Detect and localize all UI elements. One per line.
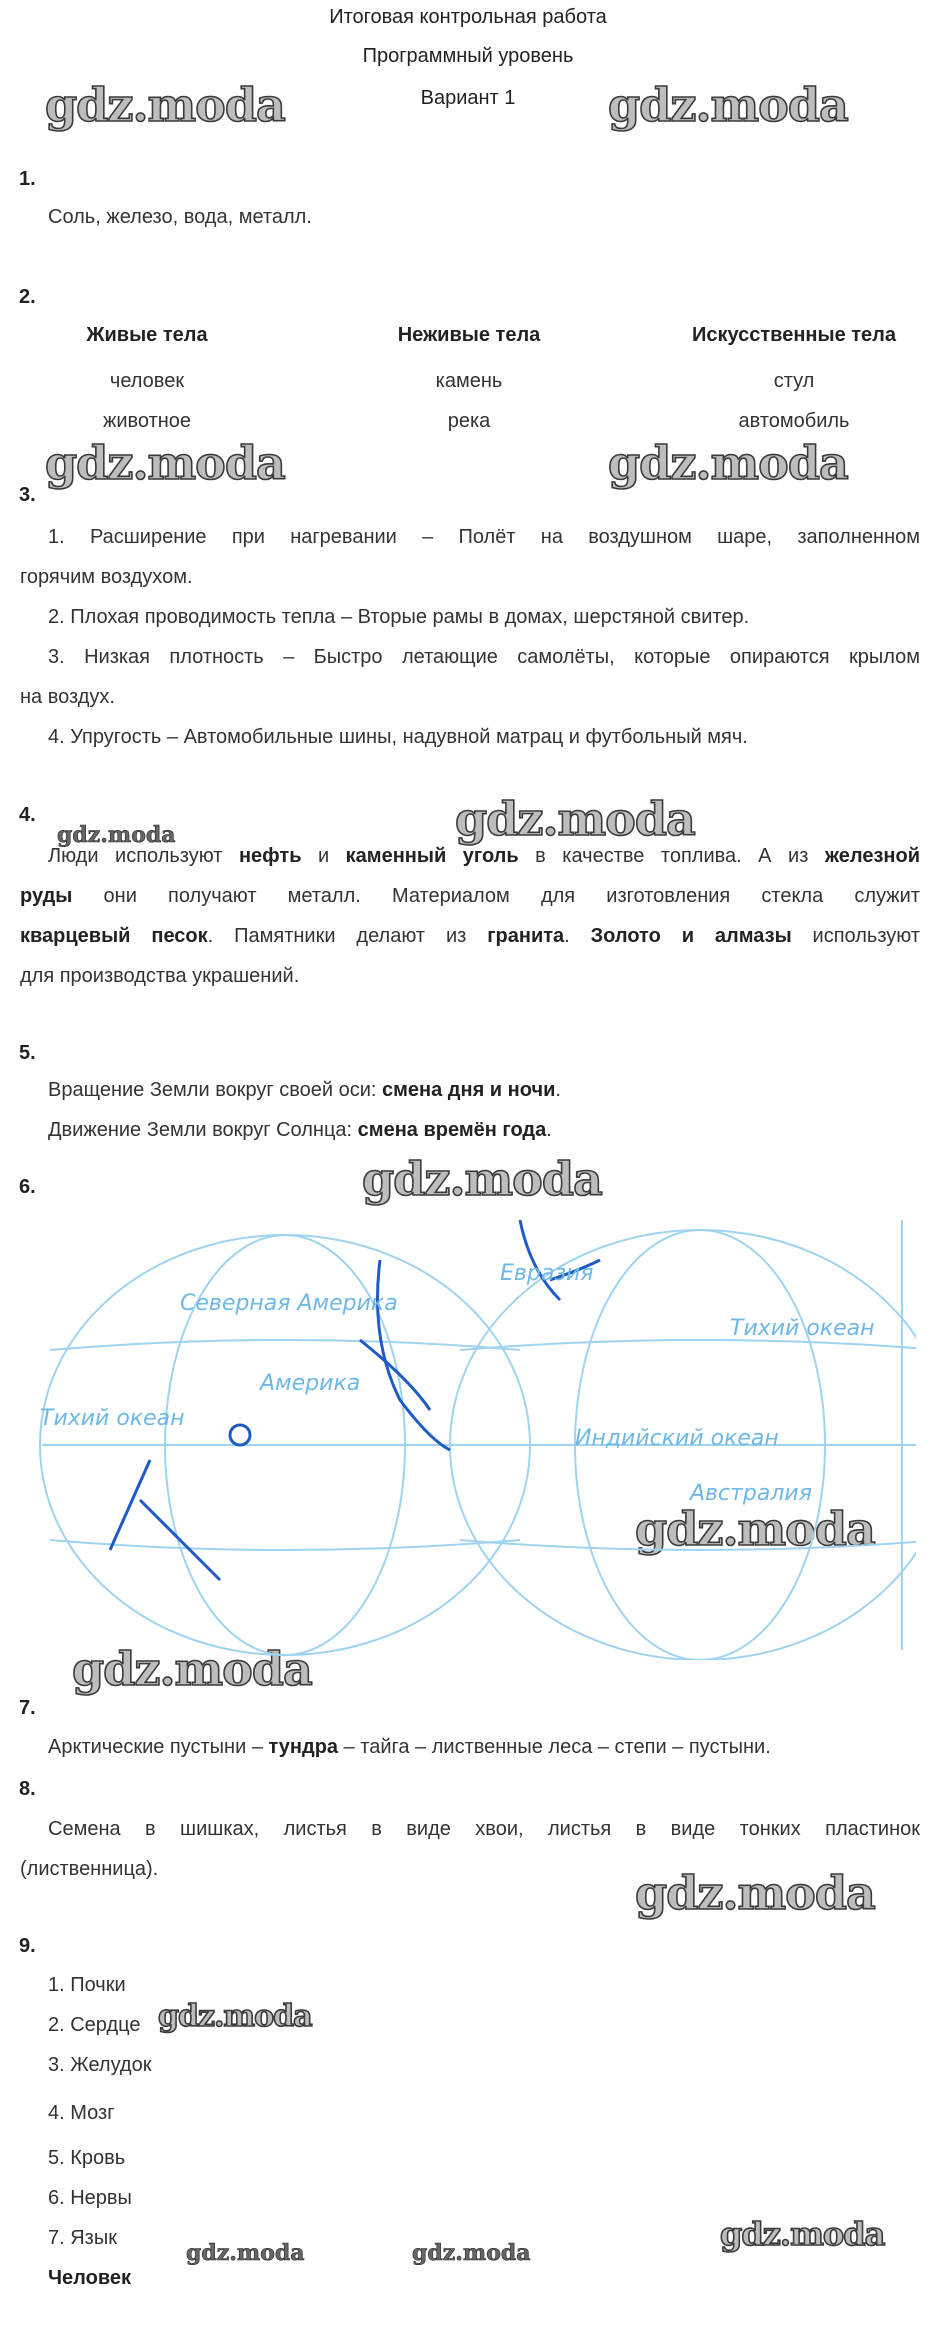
text: они получают металл. Материалом для изготовления стекла служит bbox=[72, 885, 920, 907]
watermark: gdz.moda bbox=[72, 1642, 312, 1696]
watermark: gdz.moda bbox=[186, 2240, 305, 2266]
watermark: gdz.moda bbox=[608, 78, 848, 132]
bold-term: гранита bbox=[487, 925, 565, 947]
answer-list bbox=[20, 517, 920, 757]
answer-text: Соль, железо, вода, металл. bbox=[48, 206, 312, 228]
question-number: 4. bbox=[19, 804, 36, 826]
column-living bbox=[7, 324, 287, 441]
label-pacific: Тихий океан bbox=[40, 1406, 185, 1431]
page-subtitle: Программный уровень bbox=[362, 45, 574, 67]
list-item-continued: на воздух. bbox=[20, 686, 115, 708]
list-item: 1. Расширение при нагревании – Полёт на воздушном шаре, заполненном bbox=[48, 526, 920, 548]
question-number: 2. bbox=[19, 286, 36, 308]
question-number: 8. bbox=[19, 1778, 36, 1800]
text: . bbox=[564, 925, 591, 947]
watermark: gdz.moda bbox=[45, 436, 285, 490]
list-item-continued: горячим воздухом. bbox=[20, 566, 193, 588]
list-item: 6. Нервы bbox=[48, 2187, 132, 2209]
bold-term: нефть bbox=[238, 845, 302, 867]
bold-term: железной bbox=[824, 845, 920, 867]
bold-term: смена времён года bbox=[357, 1119, 547, 1141]
bold-term: руды bbox=[20, 885, 73, 907]
list-item: 2. Плохая проводимость тепла – Вторые рамы в домах, шерстяной свитер. bbox=[48, 606, 750, 628]
list-item: 1. Почки bbox=[48, 1974, 126, 1996]
question-number: 6. bbox=[19, 1176, 36, 1198]
column-title: Неживые тела bbox=[397, 324, 541, 346]
answer-line: Арктические пустыни – тундра – тайга – лиственные леса – степи – пустыни. bbox=[48, 1736, 771, 1758]
label-pacific-right: Тихий океан bbox=[730, 1316, 875, 1341]
column-title: Искусственные тела bbox=[692, 324, 896, 346]
list-item: 5. Кровь bbox=[48, 2147, 126, 2169]
column-item: стул bbox=[773, 370, 815, 392]
watermark: gdz.moda bbox=[635, 1502, 875, 1556]
column-nonliving bbox=[329, 324, 609, 441]
column-artificial bbox=[654, 324, 934, 441]
column-item: река bbox=[447, 410, 491, 432]
answer-line: Вращение Земли вокруг своей оси: смена дня и ночи. bbox=[48, 1079, 561, 1101]
watermark: gdz.moda bbox=[608, 436, 848, 490]
text: используют bbox=[791, 925, 920, 947]
question-number: 3. bbox=[19, 484, 36, 506]
variant-label: Вариант 1 bbox=[420, 87, 516, 109]
watermark: gdz.moda bbox=[57, 822, 176, 848]
text: для производства украшений. bbox=[20, 965, 300, 987]
list-item: 7. Язык bbox=[48, 2227, 117, 2249]
label-america: Америка bbox=[260, 1371, 361, 1396]
question-number: 7. bbox=[19, 1697, 36, 1719]
column-item: камень bbox=[435, 370, 503, 392]
list-item: 2. Сердце bbox=[48, 2014, 141, 2036]
label-indian: Индийский океан bbox=[575, 1426, 779, 1451]
list-item: 4. Упругость – Автомобильные шины, надувной матрац и футбольный мяч. bbox=[48, 726, 748, 748]
bold-term: тундра bbox=[268, 1736, 339, 1758]
watermark: gdz.moda bbox=[635, 1866, 875, 1920]
watermark: gdz.moda bbox=[455, 792, 695, 846]
question-number: 1. bbox=[19, 168, 36, 190]
list-item: 4. Мозг bbox=[48, 2102, 115, 2124]
watermark: gdz.moda bbox=[720, 2215, 885, 2253]
answer-line: Движение Земли вокруг Солнца: смена времён года. bbox=[48, 1119, 552, 1141]
label-eurasia: Евразия bbox=[500, 1261, 594, 1286]
watermark: gdz.moda bbox=[412, 2240, 531, 2266]
column-title: Живые тела bbox=[86, 324, 208, 346]
text: в качестве топлива. А из bbox=[518, 845, 825, 867]
watermark: gdz.moda bbox=[158, 1999, 312, 2034]
label-australia: Австралия bbox=[690, 1481, 812, 1506]
watermark: gdz.moda bbox=[362, 1152, 602, 1206]
question-number: 5. bbox=[19, 1042, 36, 1064]
page-title: Итоговая контрольная работа bbox=[329, 6, 607, 28]
watermark: gdz.moda bbox=[45, 78, 285, 132]
list-item: 3. Низкая плотность – Быстро летающие самолёты, которые опираются крылом bbox=[48, 646, 920, 668]
bold-term: кварцевый песок bbox=[20, 925, 208, 947]
text: . Памятники делают из bbox=[207, 925, 488, 947]
bold-term: Золото и алмазы bbox=[590, 925, 792, 947]
column-item: человек bbox=[109, 370, 185, 392]
answer-paragraph: Семена в шишках, листья в виде хвои, листья в виде тонких пластинок (лиственница). bbox=[20, 1818, 920, 1880]
question-number: 9. bbox=[19, 1935, 36, 1957]
result-label: Человек bbox=[48, 2267, 131, 2289]
bold-term: каменный уголь bbox=[345, 845, 519, 867]
text: Люди используют bbox=[48, 845, 239, 867]
column-item: животное bbox=[102, 410, 192, 432]
answer-paragraph bbox=[20, 836, 920, 996]
world-map-drawing bbox=[30, 1200, 916, 1660]
bold-term: смена дня и ночи bbox=[382, 1079, 556, 1101]
text: и bbox=[301, 845, 346, 867]
list-item: 3. Желудок bbox=[48, 2054, 152, 2076]
column-item: автомобиль bbox=[738, 410, 850, 432]
label-north-america: Северная Америка bbox=[180, 1291, 398, 1316]
hemisphere-grid bbox=[40, 1220, 916, 1660]
